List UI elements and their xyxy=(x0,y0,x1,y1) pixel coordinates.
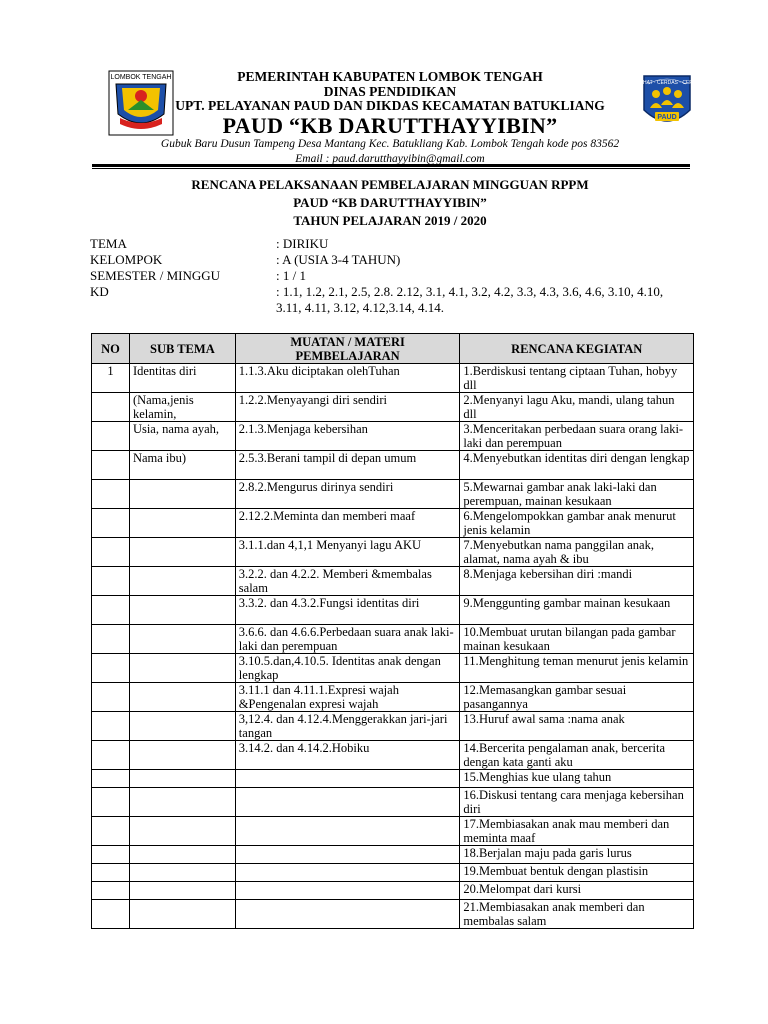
cell-materi: 2.1.3.Menjaga kebersihan xyxy=(235,422,460,451)
info-row-kelompok xyxy=(90,252,686,268)
table-row xyxy=(92,683,694,712)
table-row xyxy=(92,364,694,393)
info-label: KELOMPOK xyxy=(90,252,163,267)
cell-sub-tema xyxy=(129,480,235,509)
table-row xyxy=(92,422,694,451)
letterhead-rule-thin xyxy=(92,168,690,169)
cell-kegiatan: 2.Menyanyi lagu Aku, mandi, ulang tahun dll xyxy=(460,393,694,422)
cell-kegiatan: 8.Menjaga kebersihan diri :mandi xyxy=(460,567,694,596)
cell-materi xyxy=(235,770,460,788)
cell-no xyxy=(92,451,130,480)
header-no: NO xyxy=(92,334,130,364)
cell-materi xyxy=(235,864,460,882)
cell-no xyxy=(92,846,130,864)
cell-materi: 3.2.2. dan 4.2.2. Memberi &membalas salam xyxy=(235,567,460,596)
cell-sub-tema xyxy=(129,788,235,817)
table-row xyxy=(92,846,694,864)
table-row xyxy=(92,567,694,596)
cell-materi xyxy=(235,788,460,817)
cell-kegiatan: 14.Bercerita pengalaman anak, bercerita dengan kata ganti aku xyxy=(460,741,694,770)
cell-kegiatan: 7.Menyebutkan nama panggilan anak, alamat, nama ayah & ibu xyxy=(460,538,694,567)
cell-sub-tema xyxy=(129,538,235,567)
table-row xyxy=(92,817,694,846)
cell-kegiatan: 21.Membiasakan anak memberi dan membalas salam xyxy=(460,900,694,929)
svg-text:LOMBOK TENGAH: LOMBOK TENGAH xyxy=(110,74,172,81)
letterhead-address: Gubuk Baru Dusun Tampeng Desa Mantang Kec. Batukliang Kab. Lombok Tengah kode pos 83562 xyxy=(160,138,620,150)
header-materi: MUATAN / MATERI PEMBELAJARAN xyxy=(235,334,460,364)
table-row xyxy=(92,393,694,422)
cell-no xyxy=(92,480,130,509)
cell-no xyxy=(92,625,130,654)
letterhead-department: DINAS PENDIDIKAN xyxy=(323,84,457,99)
cell-sub-tema xyxy=(129,567,235,596)
cell-no xyxy=(92,712,130,741)
document-title: RENCANA PELAKSANAAN PEMBELAJARAN MINGGUAN RPPM xyxy=(191,177,589,192)
cell-kegiatan: 3.Menceritakan perbedaan suara orang laki-laki dan perempuan xyxy=(460,422,694,451)
cell-kegiatan: 17.Membiasakan anak mau memberi dan meminta maaf xyxy=(460,817,694,846)
cell-kegiatan: 16.Diskusi tentang cara menjaga kebersihan diri xyxy=(460,788,694,817)
letterhead-rule-thick xyxy=(92,164,690,167)
cell-materi xyxy=(235,817,460,846)
cell-sub-tema xyxy=(129,846,235,864)
cell-materi: 1.2.2.Menyayangi diri sendiri xyxy=(235,393,460,422)
cell-materi: 3.14.2. dan 4.14.2.Hobiku xyxy=(235,741,460,770)
cell-kegiatan: 5.Mewarnai gambar anak laki-laki dan perempuan, mainan kesukaan xyxy=(460,480,694,509)
cell-materi: 3.10.5.dan,4.10.5. Identitas anak dengan lengkap xyxy=(235,654,460,683)
info-row-kd xyxy=(90,284,686,316)
cell-no xyxy=(92,741,130,770)
table-row xyxy=(92,625,694,654)
table-row xyxy=(92,900,694,929)
cell-materi xyxy=(235,882,460,900)
header-sub-tema: SUB TEMA xyxy=(129,334,235,364)
cell-kegiatan: 11.Menghitung teman menurut jenis kelamin xyxy=(460,654,694,683)
cell-materi xyxy=(235,846,460,864)
cell-kegiatan: 9.Menggunting gambar mainan kesukaan xyxy=(460,596,694,625)
cell-sub-tema xyxy=(129,683,235,712)
info-value: : 1 / 1 xyxy=(276,268,306,283)
table-row xyxy=(92,480,694,509)
cell-sub-tema xyxy=(129,817,235,846)
cell-sub-tema xyxy=(129,712,235,741)
cell-no xyxy=(92,864,130,882)
table-row xyxy=(92,451,694,480)
cell-no xyxy=(92,509,130,538)
cell-materi: 3.11.1 dan 4.11.1.Expresi wajah &Pengenalan expresi wajah xyxy=(235,683,460,712)
table-row xyxy=(92,741,694,770)
cell-kegiatan: 19.Membuat bentuk dengan plastisin xyxy=(460,864,694,882)
cell-sub-tema: Usia, nama ayah, xyxy=(129,422,235,451)
table-row xyxy=(92,509,694,538)
cell-no xyxy=(92,900,130,929)
cell-materi: 3.6.6. dan 4.6.6.Perbedaan suara anak laki-laki dan perempuan xyxy=(235,625,460,654)
cell-sub-tema xyxy=(129,900,235,929)
info-block xyxy=(90,236,686,316)
cell-kegiatan: 13.Huruf awal sama :nama anak xyxy=(460,712,694,741)
info-value: : A (USIA 3-4 TAHUN) xyxy=(276,252,401,267)
table-row xyxy=(92,712,694,741)
table-row xyxy=(92,538,694,567)
cell-no: 1 xyxy=(92,364,130,393)
cell-no xyxy=(92,683,130,712)
cell-sub-tema xyxy=(129,509,235,538)
cell-kegiatan: 4.Menyebutkan identitas diri dengan lengkap xyxy=(460,451,694,480)
info-row-semester xyxy=(90,268,686,284)
cell-sub-tema: Nama ibu) xyxy=(129,451,235,480)
cell-materi: 2.12.2.Meminta dan memberi maaf xyxy=(235,509,460,538)
cell-kegiatan: 15.Menghias kue ulang tahun xyxy=(460,770,694,788)
svg-text:SEHAT · CERDAS · CERIA: SEHAT · CERDAS · CERIA xyxy=(636,80,698,86)
cell-sub-tema: (Nama,jenis kelamin, xyxy=(129,393,235,422)
cell-materi: 3.1.1.dan 4,1,1 Menyanyi lagu AKU xyxy=(235,538,460,567)
cell-materi: 3,12.4. dan 4.12.4.Menggerakkan jari-jari tangan xyxy=(235,712,460,741)
table-row xyxy=(92,654,694,683)
cell-sub-tema xyxy=(129,864,235,882)
cell-no xyxy=(92,393,130,422)
table-row xyxy=(92,882,694,900)
cell-materi: 2.8.2.Mengurus dirinya sendiri xyxy=(235,480,460,509)
info-value: : DIRIKU xyxy=(276,236,329,251)
cell-sub-tema xyxy=(129,770,235,788)
cell-no xyxy=(92,770,130,788)
table-row xyxy=(92,788,694,817)
info-label: KD xyxy=(90,284,109,299)
cell-kegiatan: 18.Berjalan maju pada garis lurus xyxy=(460,846,694,864)
svg-text:PAUD: PAUD xyxy=(657,114,677,121)
info-value: : 1.1, 1.2, 2.1, 2.5, 2.8. 2.12, 3.1, 4.1, 3.2, 4.2, 3.3, 4.3, 3.6, 4.6, 3.10, 4.10, 3.11, 4.11, 3.12, 4.12,3.14, 4.14. xyxy=(276,284,664,315)
cell-kegiatan: 6.Mengelompokkan gambar anak menurut jenis kelamin xyxy=(460,509,694,538)
cell-sub-tema xyxy=(129,741,235,770)
info-row-tema xyxy=(90,236,686,252)
table-row xyxy=(92,864,694,882)
cell-materi: 2.5.3.Berani tampil di depan umum xyxy=(235,451,460,480)
info-label: TEMA xyxy=(90,236,127,251)
cell-sub-tema xyxy=(129,654,235,683)
cell-sub-tema xyxy=(129,596,235,625)
cell-no xyxy=(92,817,130,846)
cell-kegiatan: 12.Memasangkan gambar sesuai pasangannya xyxy=(460,683,694,712)
cell-no xyxy=(92,882,130,900)
table-header-row xyxy=(92,334,694,364)
table-row xyxy=(92,770,694,788)
info-label: SEMESTER / MINGGU xyxy=(90,268,221,283)
document-subtitle-year: TAHUN PELAJARAN 2019 / 2020 xyxy=(293,213,487,228)
letterhead-unit: UPT. PELAYANAN PAUD DAN DIKDAS KECAMATAN BATUKLIANG xyxy=(175,98,605,113)
letterhead-government: PEMERINTAH KABUPATEN LOMBOK TENGAH xyxy=(237,69,543,84)
cell-no xyxy=(92,788,130,817)
cell-materi: 1.1.3.Aku diciptakan olehTuhan xyxy=(235,364,460,393)
cell-kegiatan: 20.Melompat dari kursi xyxy=(460,882,694,900)
letterhead-email: Email : paud.darutthayyibin@gmail.com xyxy=(295,153,485,164)
cell-kegiatan: 1.Berdiskusi tentang ciptaan Tuhan, hobyy dll xyxy=(460,364,694,393)
cell-materi xyxy=(235,900,460,929)
rppm-table xyxy=(91,333,694,929)
table-row xyxy=(92,596,694,625)
header-kegiatan: RENCANA KEGIATAN xyxy=(460,334,694,364)
cell-no xyxy=(92,538,130,567)
cell-materi: 3.3.2. dan 4.3.2.Fungsi identitas diri xyxy=(235,596,460,625)
cell-no xyxy=(92,596,130,625)
cell-no xyxy=(92,567,130,596)
cell-kegiatan: 10.Membuat urutan bilangan pada gambar mainan kesukaan xyxy=(460,625,694,654)
cell-no xyxy=(92,422,130,451)
cell-sub-tema: Identitas diri xyxy=(129,364,235,393)
cell-no xyxy=(92,654,130,683)
cell-sub-tema xyxy=(129,625,235,654)
cell-sub-tema xyxy=(129,882,235,900)
document-subtitle-school: PAUD “KB DARUTTHAYYIBIN” xyxy=(293,195,487,210)
letterhead-school-name: PAUD “KB DARUTTHAYYIBIN” xyxy=(222,113,558,138)
